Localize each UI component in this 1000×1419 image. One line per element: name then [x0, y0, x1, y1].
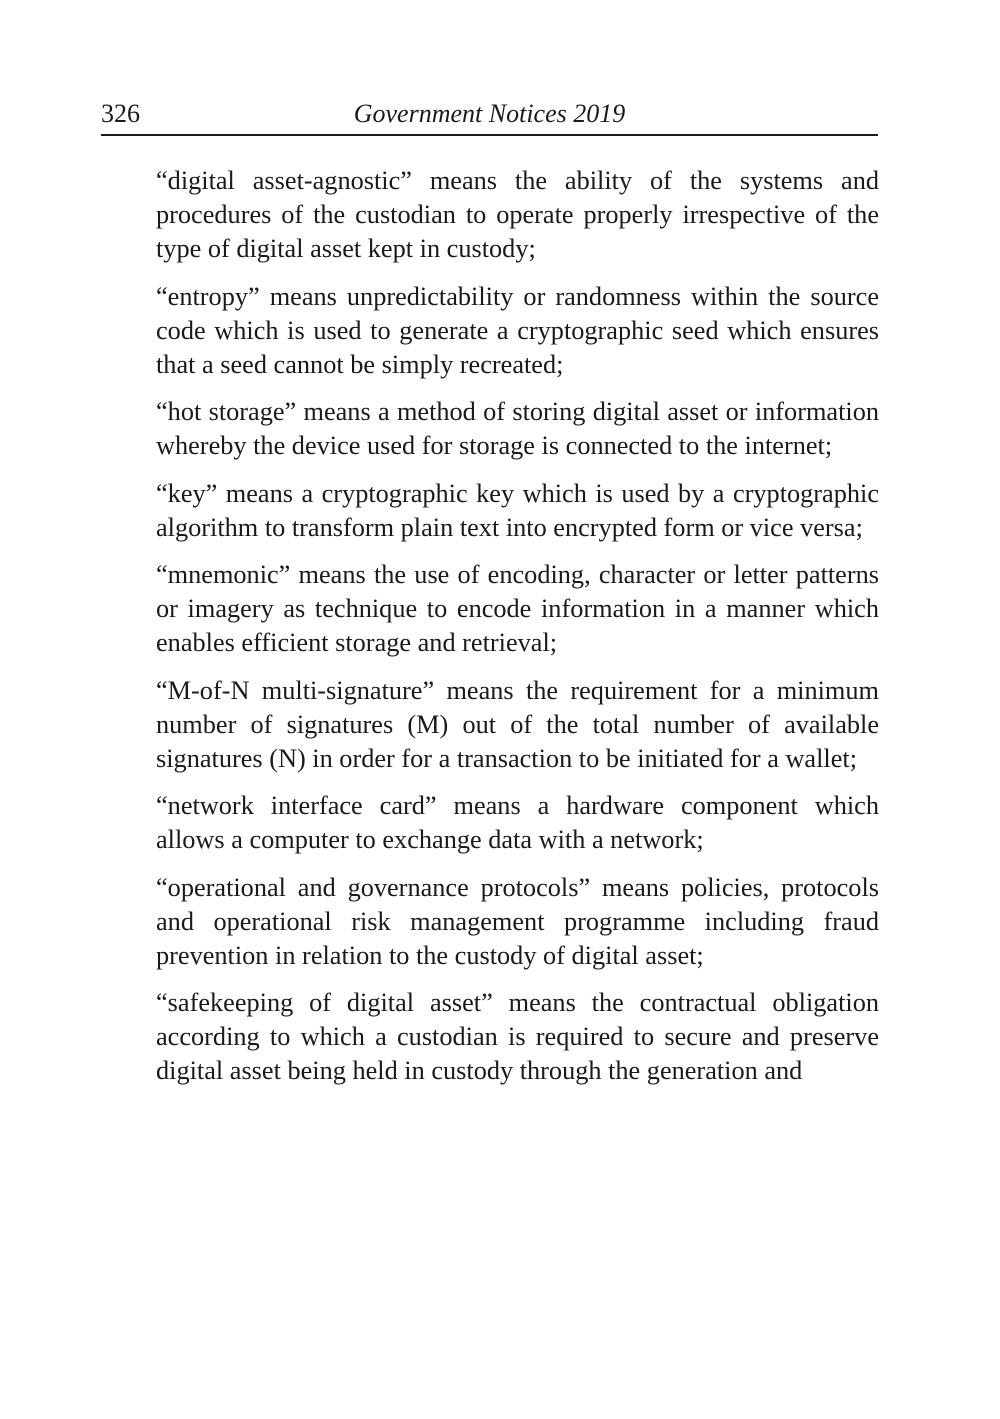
definitions-list: [156, 164, 879, 1102]
running-title: Government Notices 2019: [353, 99, 626, 128]
definition-digital-asset-agnostic: “digital asset-agnostic” means the ability of the systems and procedures of the custodian to operate properly irrespective of the type of digital asset kept in custody;: [156, 166, 879, 263]
page-number: 326: [101, 99, 140, 128]
definition-mnemonic: “mnemonic” means the use of encoding, character or letter patterns or imagery as technique to encode information in a manner which enables efficient storage and retrieval;: [156, 560, 879, 657]
definition-m-of-n-multi-signature: “M-of-N multi-signature” means the requirement for a minimum number of signatures (M) out of the total number of available signatures (N) in order for a transaction to be initiated for a wallet;: [156, 675, 879, 773]
page-header: [101, 94, 878, 136]
definition-network-interface-card: “network interface card” means a hardware component which allows a computer to exchange data with a network;: [156, 791, 879, 854]
definition-hot-storage: “hot storage” means a method of storing digital asset or information whereby the device used for storage is connected to the internet;: [156, 397, 879, 460]
definition-key: “key” means a cryptographic key which is used by a cryptographic algorithm to transform plain text into encrypted form or vice versa;: [156, 478, 879, 542]
definition-safekeeping-of-digital-asset: “safekeeping of digital asset” means the contractual obligation according to which a custodian is required to secure and preserve digital asset being held in custody through the generation and: [156, 988, 879, 1085]
definition-entropy: “entropy” means unpredictability or randomness within the source code which is used to generate a cryptographic seed which ensures that a seed cannot be simply recreated;: [156, 281, 879, 379]
definition-operational-and-governance-protocols: “operational and governance protocols” means policies, protocols and operational risk management programme including fraud prevention in relation to the custody of digital asset;: [156, 872, 879, 970]
